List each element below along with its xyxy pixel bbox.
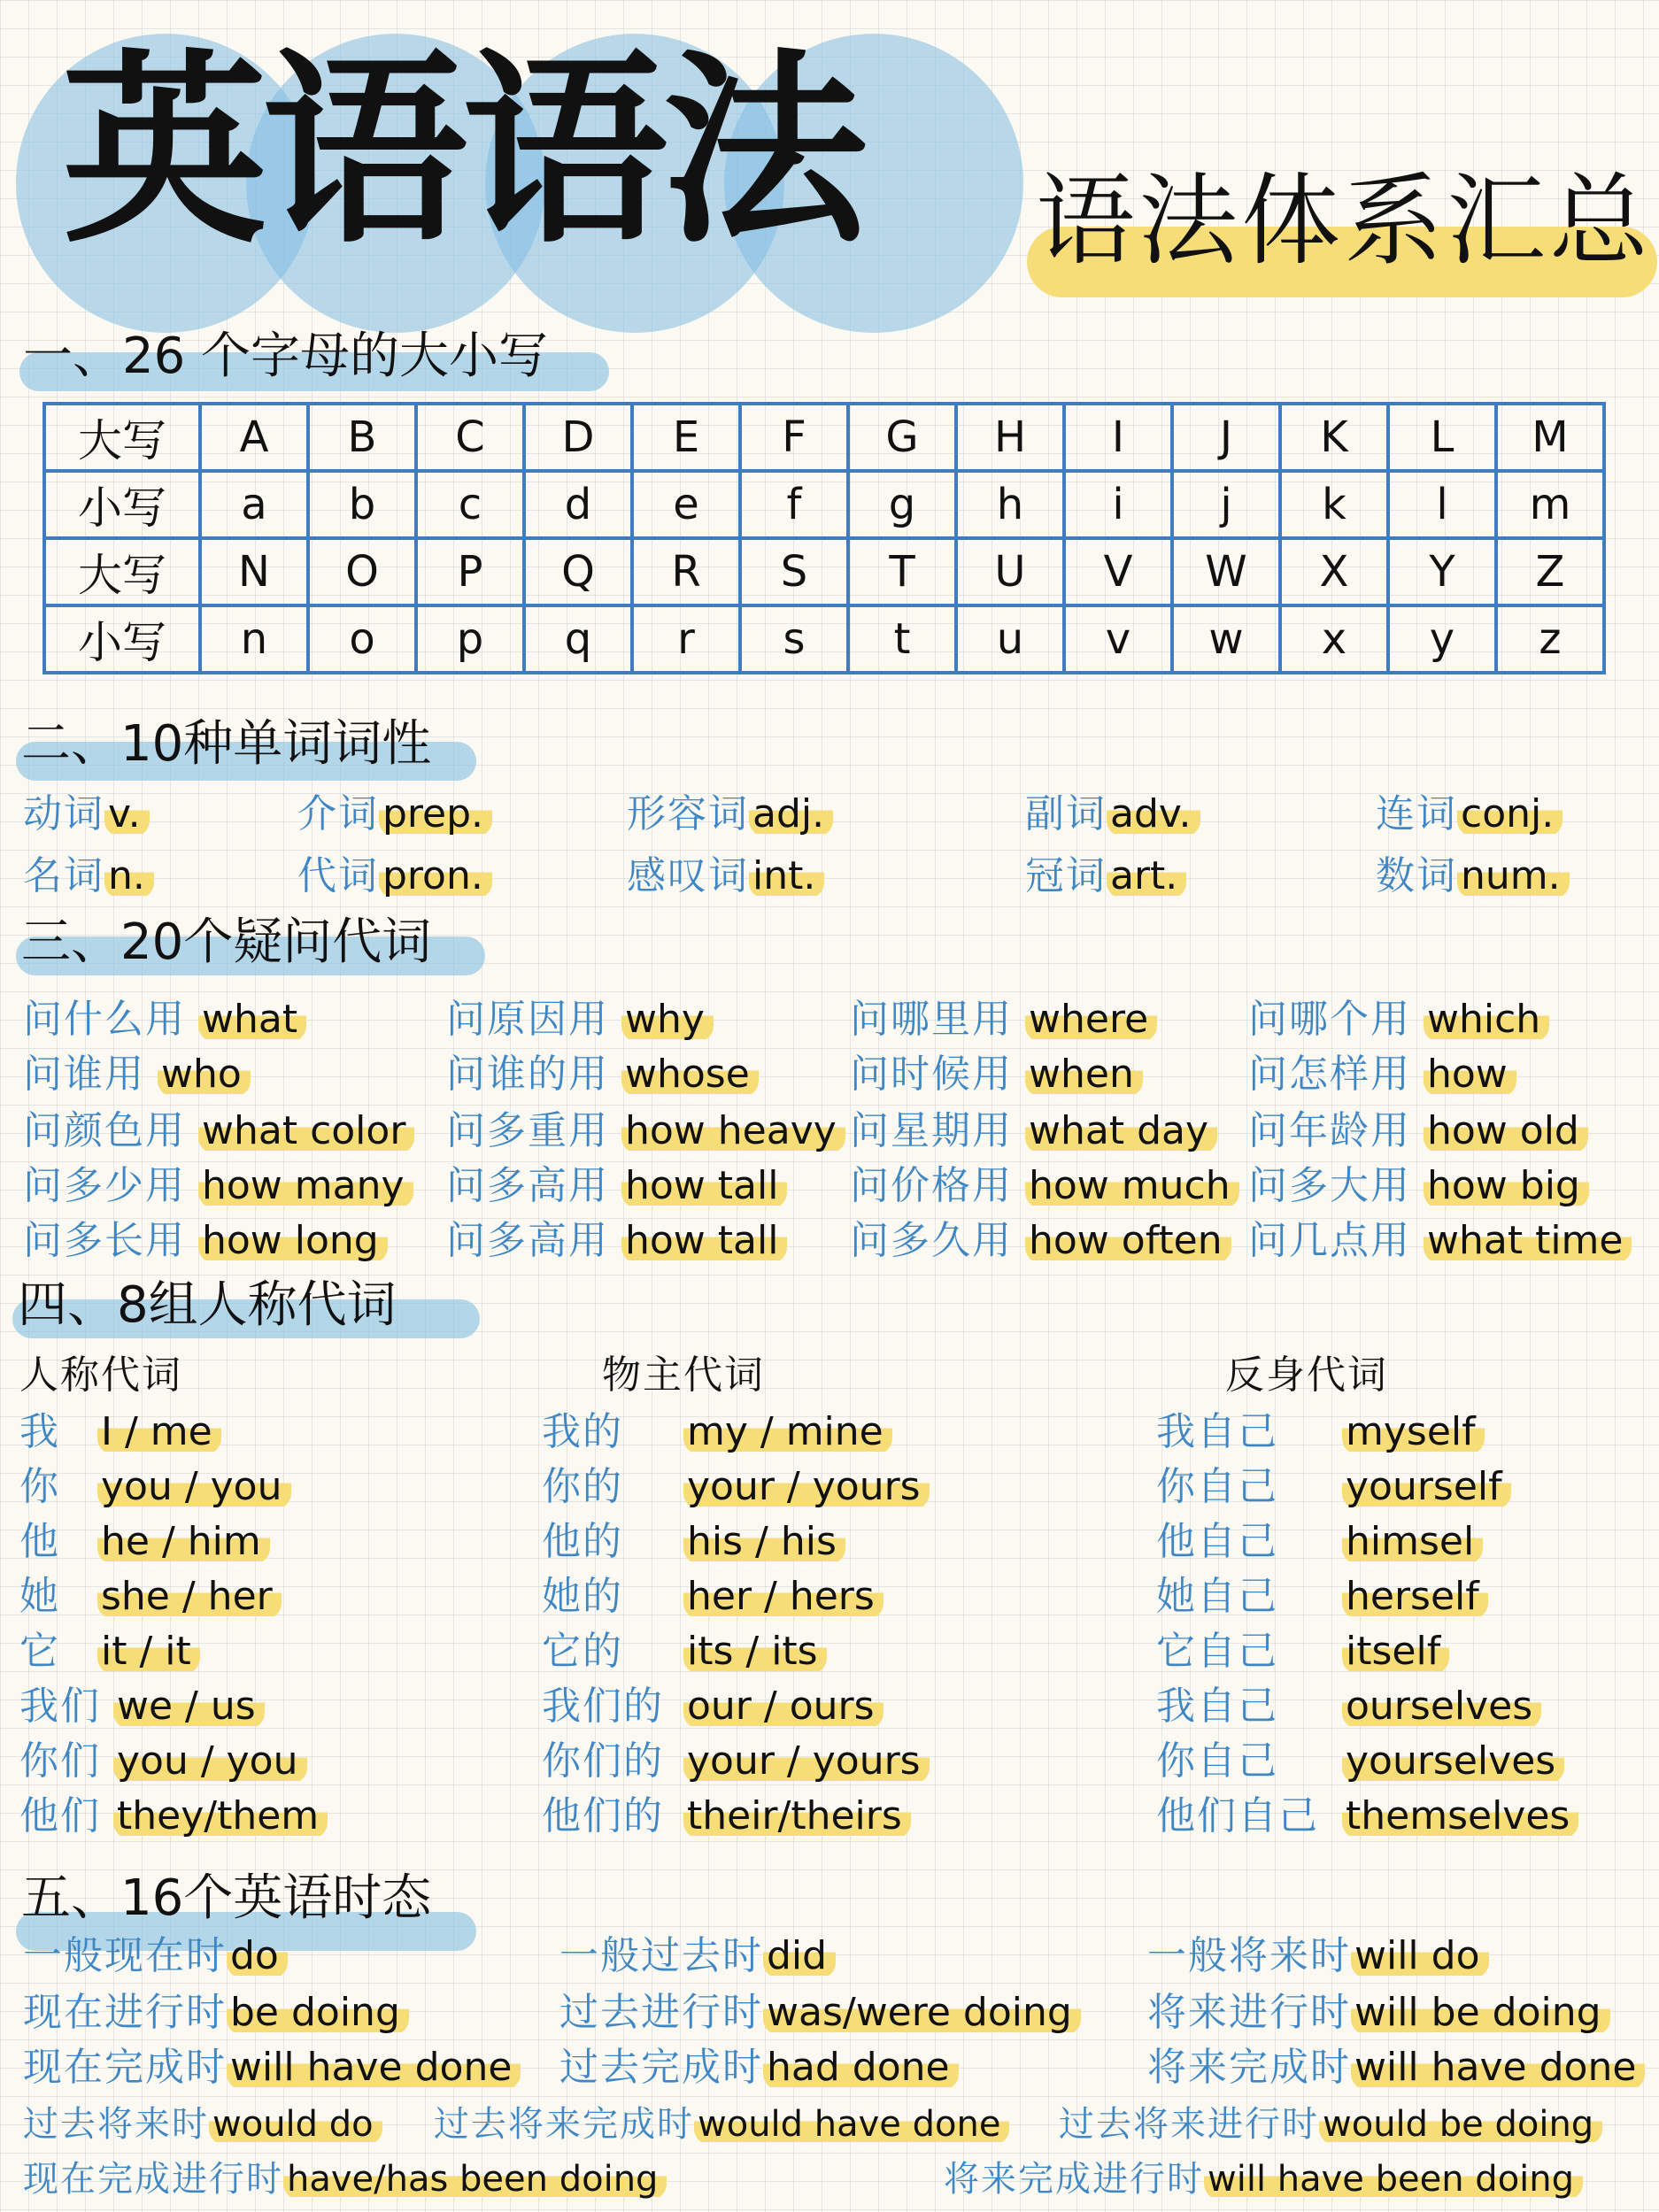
pronoun-item: [19, 1572, 282, 1622]
question-en: which: [1424, 997, 1549, 1042]
question-item: [23, 1106, 414, 1156]
tense-en: would have done: [694, 2104, 1009, 2145]
tense-item: [23, 2154, 667, 2204]
alphabet-row-upper-2: [44, 538, 1604, 605]
pronoun-zh: 我的: [542, 1409, 623, 1454]
section-1-heading: 一、26 个字母的大小写: [23, 328, 549, 385]
pos-zh: 副词: [1025, 791, 1107, 836]
letter-cell: d: [524, 471, 632, 538]
letter-cell: E: [632, 404, 740, 471]
question-zh: 问多高用: [446, 1163, 609, 1208]
question-item: [23, 1216, 388, 1266]
pronoun-zh: 他们自己: [1156, 1793, 1319, 1838]
letter-cell: n: [200, 605, 308, 673]
question-en: what time: [1424, 1218, 1632, 1263]
letter-cell: s: [740, 605, 848, 673]
question-zh: 问原因用: [446, 997, 609, 1042]
question-item: [446, 1050, 759, 1099]
tense-zh: 将来完成时: [1147, 2045, 1351, 2090]
question-zh: 问多少用: [23, 1163, 186, 1208]
pronoun-item: [1156, 1682, 1541, 1731]
question-item: [23, 1050, 251, 1099]
letter-cell: v: [1064, 605, 1172, 673]
pos-item: [23, 852, 154, 901]
pronoun-zh: 他们的: [542, 1793, 664, 1838]
pos-item: [297, 852, 492, 901]
pronoun-en: our / ours: [683, 1684, 884, 1729]
letter-cell: j: [1172, 471, 1280, 538]
question-item: [850, 1216, 1231, 1266]
letter-cell: K: [1280, 404, 1388, 471]
pronoun-item: [542, 1682, 884, 1731]
question-item: [23, 995, 306, 1044]
question-en: where: [1025, 997, 1157, 1042]
tense-zh: 现在完成时: [23, 2045, 227, 2090]
pronoun-item: [19, 1682, 265, 1731]
letter-cell: O: [308, 538, 416, 605]
question-item: [850, 1161, 1239, 1211]
pronoun-zh: 她: [19, 1574, 60, 1619]
pronoun-en: you / you: [113, 1738, 307, 1784]
tense-zh: 过去将来进行时: [1059, 2104, 1319, 2145]
tense-zh: 过去将来时: [23, 2104, 209, 2145]
tense-item: [1059, 2100, 1602, 2149]
pos-item: [627, 790, 833, 839]
tense-zh: 一般过去时: [559, 1933, 763, 1978]
tense-zh: 将来完成进行时: [944, 2159, 1204, 2200]
letter-cell: L: [1388, 404, 1496, 471]
question-item: [1248, 1216, 1632, 1266]
tense-zh: 将来进行时: [1147, 1990, 1351, 2035]
tense-item: [23, 1931, 288, 1981]
letter-cell: B: [308, 404, 416, 471]
letter-cell: i: [1064, 471, 1172, 538]
pronoun-en: my / mine: [683, 1409, 892, 1454]
letter-cell: z: [1496, 605, 1604, 673]
letter-cell: Q: [524, 538, 632, 605]
question-zh: 问怎样用: [1248, 1052, 1411, 1097]
page-title: 英语语法: [62, 29, 863, 271]
pronoun-en: I / me: [97, 1409, 221, 1454]
question-zh: 问颜色用: [23, 1108, 186, 1153]
question-en: how: [1424, 1052, 1516, 1097]
tense-en: did: [763, 1933, 836, 1978]
letter-cell: l: [1388, 471, 1496, 538]
question-en: how many: [198, 1163, 413, 1208]
tense-en: be doing: [227, 1990, 409, 2035]
question-zh: 问价格用: [850, 1163, 1013, 1208]
pronoun-zh: 她自己: [1156, 1574, 1278, 1619]
pos-zh: 感叹词: [627, 853, 749, 898]
pronoun-en: you / you: [97, 1464, 291, 1509]
letter-cell: J: [1172, 404, 1280, 471]
question-en: what day: [1025, 1108, 1217, 1153]
pronoun-en: herself: [1342, 1574, 1488, 1619]
pos-en: v.: [104, 791, 150, 836]
question-item: [850, 995, 1157, 1044]
pronoun-item: [542, 1792, 911, 1841]
pronoun-zh: 你们: [19, 1738, 101, 1784]
pronoun-zh: 她的: [542, 1574, 623, 1619]
question-zh: 问年龄用: [1248, 1108, 1411, 1153]
tense-item: [1147, 1988, 1610, 2038]
row-label: 小写: [44, 471, 200, 538]
row-label: 小写: [44, 605, 200, 673]
pos-zh: 名词: [23, 853, 104, 898]
pronoun-header-personal: 人称代词: [19, 1353, 182, 1398]
pos-en: num.: [1457, 853, 1570, 898]
question-zh: 问谁的用: [446, 1052, 609, 1097]
tense-en: will be doing: [1351, 1990, 1610, 2035]
pos-zh: 动词: [23, 791, 104, 836]
pronoun-en: its / its: [683, 1629, 827, 1674]
letter-cell: g: [848, 471, 956, 538]
letter-cell: Z: [1496, 538, 1604, 605]
pronoun-en: her / hers: [683, 1574, 884, 1619]
page-subtitle: 语法体系汇总: [1036, 164, 1652, 279]
question-zh: 问哪个用: [1248, 997, 1411, 1042]
pronoun-zh: 你自己: [1156, 1464, 1278, 1509]
pos-en: art.: [1107, 853, 1186, 898]
pronoun-zh: 我: [19, 1409, 60, 1454]
question-zh: 问几点用: [1248, 1218, 1411, 1263]
question-zh: 问多高用: [446, 1218, 609, 1263]
pos-zh: 数词: [1376, 853, 1457, 898]
question-item: [446, 1161, 787, 1211]
tense-item: [23, 2043, 521, 2093]
pos-en: adv.: [1107, 791, 1200, 836]
tense-zh: 一般将来时: [1147, 1933, 1351, 1978]
letter-cell: S: [740, 538, 848, 605]
row-label: 大写: [44, 404, 200, 471]
alphabet-row-lower-1: [44, 471, 1604, 538]
question-item: [1248, 995, 1549, 1044]
alphabet-table: [42, 402, 1606, 674]
letter-cell: R: [632, 538, 740, 605]
pronoun-zh: 你自己: [1156, 1738, 1278, 1784]
question-item: [446, 1106, 845, 1156]
letter-cell: c: [416, 471, 524, 538]
pos-item: [1025, 790, 1200, 839]
pos-zh: 连词: [1376, 791, 1457, 836]
question-item: [1248, 1050, 1516, 1099]
pronoun-en: yourselves: [1342, 1738, 1564, 1784]
pronoun-zh: 我们: [19, 1684, 101, 1729]
question-item: [446, 995, 714, 1044]
letter-cell: F: [740, 404, 848, 471]
pronoun-zh: 你们的: [542, 1738, 664, 1784]
pronoun-zh: 我自己: [1156, 1409, 1278, 1454]
pronoun-item: [542, 1407, 892, 1457]
pronoun-item: [1156, 1627, 1449, 1676]
question-zh: 问多重用: [446, 1108, 609, 1153]
letter-cell: e: [632, 471, 740, 538]
letter-cell: h: [956, 471, 1064, 538]
tense-zh: 过去进行时: [559, 1990, 763, 2035]
pronoun-zh: 他自己: [1156, 1519, 1278, 1564]
question-zh: 问什么用: [23, 997, 186, 1042]
tense-item: [944, 2154, 1583, 2204]
letter-cell: a: [200, 471, 308, 538]
pronoun-zh: 我们的: [542, 1684, 664, 1729]
pronoun-item: [19, 1517, 270, 1567]
letter-cell: y: [1388, 605, 1496, 673]
pronoun-item: [542, 1572, 884, 1622]
pronoun-en: itself: [1342, 1629, 1449, 1674]
pos-zh: 冠词: [1025, 853, 1107, 898]
question-en: how tall: [621, 1218, 787, 1263]
pronoun-item: [1156, 1792, 1578, 1841]
question-en: what color: [198, 1108, 414, 1153]
pos-item: [1025, 852, 1186, 901]
question-zh: 问多久用: [850, 1218, 1013, 1263]
pos-en: prep.: [379, 791, 492, 836]
question-en: why: [621, 997, 714, 1042]
pronoun-zh: 它的: [542, 1629, 623, 1674]
tense-en: had done: [763, 2045, 959, 2090]
pos-item: [23, 790, 150, 839]
question-en: how heavy: [621, 1108, 845, 1153]
question-zh: 问多长用: [23, 1218, 186, 1263]
pos-en: n.: [104, 853, 154, 898]
question-en: how long: [198, 1218, 388, 1263]
question-en: when: [1025, 1052, 1143, 1097]
pronoun-en: she / her: [97, 1574, 282, 1619]
question-en: how much: [1025, 1163, 1239, 1208]
letter-cell: H: [956, 404, 1064, 471]
pos-zh: 介词: [297, 791, 379, 836]
letter-cell: w: [1172, 605, 1280, 673]
pos-item: [297, 790, 492, 839]
tense-zh: 过去将来完成时: [434, 2104, 694, 2145]
row-label: 大写: [44, 538, 200, 605]
section-5-heading: 五、16个英语时态: [21, 1869, 432, 1927]
pronoun-zh: 他们: [19, 1793, 101, 1838]
section-4-heading: 四、8组人称代词: [18, 1276, 397, 1334]
pos-item: [1376, 790, 1563, 839]
letter-cell: t: [848, 605, 956, 673]
pronoun-item: [542, 1462, 930, 1512]
tense-en: do: [227, 1933, 288, 1978]
letter-cell: b: [308, 471, 416, 538]
letter-cell: I: [1064, 404, 1172, 471]
question-item: [850, 1050, 1143, 1099]
letter-cell: Y: [1388, 538, 1496, 605]
question-en: what: [198, 997, 306, 1042]
pronoun-item: [1156, 1407, 1485, 1457]
letter-cell: D: [524, 404, 632, 471]
pos-en: int.: [749, 853, 824, 898]
tense-zh: 过去完成时: [559, 2045, 763, 2090]
pronoun-zh: 他的: [542, 1519, 623, 1564]
pronoun-item: [19, 1792, 328, 1841]
pronoun-en: their/theirs: [683, 1793, 911, 1838]
question-zh: 问谁用: [23, 1052, 145, 1097]
question-en: how old: [1424, 1108, 1588, 1153]
tense-en: would be doing: [1319, 2104, 1602, 2145]
tense-en: would do: [209, 2104, 382, 2145]
pos-item: [627, 852, 824, 901]
question-en: whose: [621, 1052, 759, 1097]
letter-cell: q: [524, 605, 632, 673]
question-item: [850, 1106, 1217, 1156]
tense-item: [23, 2100, 382, 2149]
letter-cell: m: [1496, 471, 1604, 538]
section-3-heading: 三、20个疑问代词: [21, 913, 432, 971]
pronoun-item: [1156, 1517, 1483, 1567]
letter-cell: W: [1172, 538, 1280, 605]
pronoun-item: [19, 1462, 291, 1512]
question-zh: 问多大用: [1248, 1163, 1411, 1208]
pronoun-en: yourself: [1342, 1464, 1511, 1509]
letter-cell: X: [1280, 538, 1388, 605]
pronoun-item: [542, 1737, 930, 1786]
tense-item: [559, 1988, 1081, 2038]
tense-item: [559, 1931, 836, 1981]
letter-cell: x: [1280, 605, 1388, 673]
letter-cell: o: [308, 605, 416, 673]
pos-en: adj.: [749, 791, 833, 836]
pronoun-en: your / yours: [683, 1464, 930, 1509]
pronoun-zh: 你的: [542, 1464, 623, 1509]
question-zh: 问星期用: [850, 1108, 1013, 1153]
pronoun-en: themselves: [1342, 1793, 1578, 1838]
letter-cell: P: [416, 538, 524, 605]
tense-zh: 现在完成进行时: [23, 2159, 283, 2200]
pronoun-en: we / us: [113, 1684, 265, 1729]
letter-cell: G: [848, 404, 956, 471]
pronoun-en: his / his: [683, 1519, 845, 1564]
letter-cell: T: [848, 538, 956, 605]
pronoun-zh: 它自己: [1156, 1629, 1278, 1674]
letter-cell: M: [1496, 404, 1604, 471]
tense-zh: 一般现在时: [23, 1933, 227, 1978]
letter-cell: N: [200, 538, 308, 605]
pronoun-zh: 你: [19, 1464, 60, 1509]
pronoun-item: [19, 1407, 221, 1457]
pronoun-en: they/them: [113, 1793, 328, 1838]
pronoun-en: he / him: [97, 1519, 270, 1564]
pos-en: pron.: [379, 853, 492, 898]
letter-cell: p: [416, 605, 524, 673]
pronoun-item: [1156, 1572, 1488, 1622]
question-item: [23, 1161, 413, 1211]
pronoun-header-reflexive: 反身代词: [1225, 1353, 1388, 1398]
pronoun-header-possessive: 物主代词: [602, 1353, 765, 1398]
pronoun-item: [19, 1627, 200, 1676]
pronoun-zh: 我自己: [1156, 1684, 1278, 1729]
pronoun-en: himsel: [1342, 1519, 1483, 1564]
pos-item: [1376, 852, 1570, 901]
alphabet-row-upper-1: [44, 404, 1604, 471]
letter-cell: r: [632, 605, 740, 673]
pronoun-en: myself: [1342, 1409, 1485, 1454]
pronoun-en: ourselves: [1342, 1684, 1541, 1729]
letter-cell: A: [200, 404, 308, 471]
letter-cell: C: [416, 404, 524, 471]
tense-en: will have done: [227, 2045, 521, 2090]
tense-item: [23, 1988, 409, 2038]
question-en: who: [158, 1052, 251, 1097]
tense-item: [559, 2043, 959, 2093]
question-zh: 问时候用: [850, 1052, 1013, 1097]
pos-zh: 形容词: [627, 791, 749, 836]
letter-cell: f: [740, 471, 848, 538]
pronoun-en: your / yours: [683, 1738, 930, 1784]
pronoun-item: [1156, 1737, 1564, 1786]
pos-zh: 代词: [297, 853, 379, 898]
question-item: [1248, 1161, 1589, 1211]
question-en: how often: [1025, 1218, 1231, 1263]
tense-item: [1147, 1931, 1489, 1981]
alphabet-row-lower-2: [44, 605, 1604, 673]
pronoun-en: it / it: [97, 1629, 200, 1674]
pronoun-item: [542, 1627, 827, 1676]
tense-en: will have been doing: [1204, 2159, 1583, 2200]
letter-cell: V: [1064, 538, 1172, 605]
pronoun-zh: 他: [19, 1519, 60, 1564]
tense-item: [434, 2100, 1009, 2149]
pos-en: conj.: [1457, 791, 1563, 836]
tense-en: will do: [1351, 1933, 1489, 1978]
section-2-heading: 二、10种单词词性: [21, 715, 432, 773]
question-item: [446, 1216, 787, 1266]
question-en: how big: [1424, 1163, 1589, 1208]
tense-en: was/were doing: [763, 1990, 1081, 2035]
tense-en: will have done: [1351, 2045, 1645, 2090]
question-en: how tall: [621, 1163, 787, 1208]
question-item: [1248, 1106, 1588, 1156]
letter-cell: k: [1280, 471, 1388, 538]
tense-en: have/has been doing: [283, 2159, 667, 2200]
tense-item: [1147, 2043, 1645, 2093]
pronoun-item: [1156, 1462, 1511, 1512]
pronoun-item: [542, 1517, 845, 1567]
pronoun-item: [19, 1737, 307, 1786]
question-zh: 问哪里用: [850, 997, 1013, 1042]
letter-cell: u: [956, 605, 1064, 673]
pronoun-zh: 它: [19, 1629, 60, 1674]
letter-cell: U: [956, 538, 1064, 605]
tense-zh: 现在进行时: [23, 1990, 227, 2035]
